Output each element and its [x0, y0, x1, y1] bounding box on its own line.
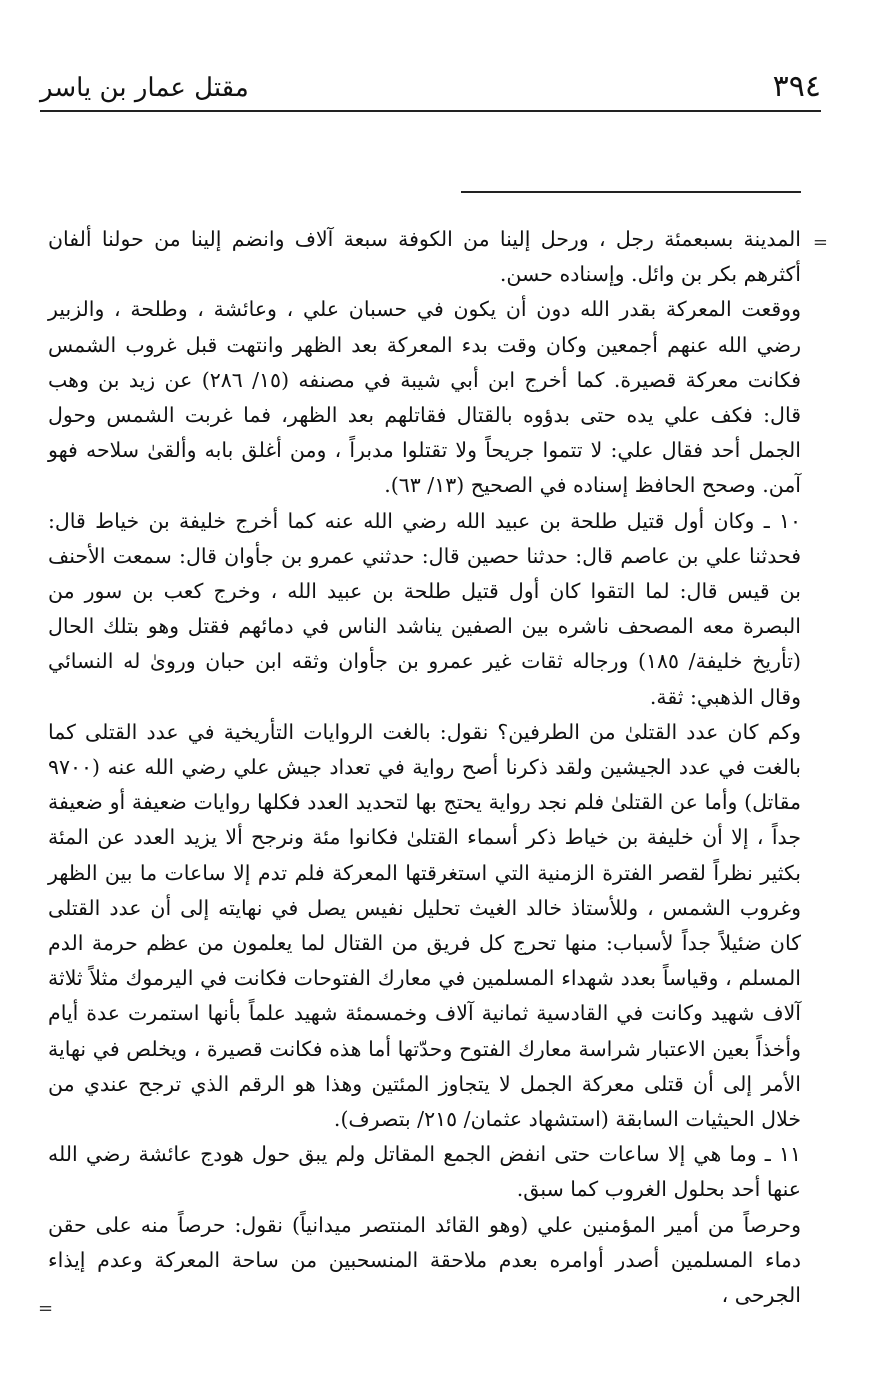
running-header — [40, 70, 821, 112]
continuation-mark-bottom: = — [38, 1298, 54, 1319]
paragraph-3: ١٠ ـ وكان أول قتيل طلحة بن عبيد الله رضي الله عنه كما أخرج خليفة بن خياط قال: فحدثنا علي بن عاصم قال: حدثنا حصين قال: حدثني عمرو بن جأوان قال: سمعت الأحنف بن قيس قال: لما التقوا كان أول قتيل طلحة بن عبيد الله ، وخرج كعب بن سور من البصرة معه المصحف ناشره بين الصفين يناشد الناس في دمائهم فقتل وهو بتلك الحال (تأريخ خليفة/ ١٨٥) ورجاله ثقات غير عمرو بن جأوان وثقه ابن حبان وروىٰ له النسائي وقال الذهبي: ثقة. — [48, 508, 801, 709]
paragraph-1: المدينة بسبعمئة رجل ، ورحل إلينا من الكوفة سبعة آلاف وانضم إلينا من حولنا ألفان أكثرهم بكر بن وائل. وإسناده حسن. — [48, 227, 801, 287]
paragraph-2: ووقعت المعركة بقدر الله دون أن يكون في حسبان علي ، وعائشة ، وطلحة ، والزبير رضي الله عنهم أجمعين وكان وقت بدء المعركة بعد الظهر وانتهت قبل غروب الشمس فكانت معركة قصيرة. كما أخرج ابن أبي شيبة في مصنفه (١٥/ ٢٨٦) عن زيد بن وهب قال: فكف علي يده حتى بدؤوه بالقتال فقاتلهم بعد الظهر، فما غربت الشمس وحول الجمل أحد فقال علي: لا تتموا جريحاً ولا تقتلوا مدبراً ، ومن أغلق بابه وألقىٰ سلاحه فهو آمن. وصحح الحافظ إسناده في الصحيح (١٣/ ٦٣). — [48, 297, 801, 498]
continuation-mark-top: = — [812, 232, 828, 253]
paragraph-5: ١١ ـ وما هي إلا ساعات حتى انفض الجمع المقاتل ولم يبق حول هودج عائشة رضي الله عنها أحد بحلول الغروب كما سبق. — [48, 1142, 801, 1202]
footnote-separator — [461, 191, 801, 193]
paragraph-6: وحرصاً من أمير المؤمنين علي (وهو القائد المنتصر ميدانياً) نقول: حرصاً منه على حقن دماء المسلمين أصدر أوامره بعدم ملاحقة المنسحبين من ساحة المعركة وعدم إيذاء الجرحى ، — [48, 1212, 801, 1308]
paragraph-4: وكم كان عدد القتلىٰ من الطرفين؟ نقول: بالغت الروايات التأريخية في عدد القتلى كما بالغت في عدد الجيشين ولقد ذكرنا أصح رواية في تعداد جيش علي رضي الله عنه (٩٧٠٠ مقاتل) وأما عن القتلىٰ فلم نجد رواية يحتج بها لتحديد العدد فكلها روايات ضعيفة أو ضعيفة جداً ، إلا أن خليفة بن خياط ذكر أسماء القتلىٰ فكانوا مئة ونرجح ألا يزيد العدد عن المئة بكثير نظراً لقصر الفترة الزمنية التي استغرقتها المعركة فلم تدم إلا ساعات ما بين الظهر وغروب الشمس ، وللأستاذ خالد الغيث تحليل نفيس يصل في نهايته إلى أن عدد القتلى كان ضئيلاً جداً لأسباب: منها تحرج كل فريق من القتال لما يعلمون من عظم حرمة الدم المسلم ، وقياساً بعدد شهداء المسلمين في معارك الفتوحات فكانت في اليرموك مثلاً ثلاثة آلاف شهيد وكانت في القادسية ثمانية آلاف وخمسمئة شهيد علماً بأنها استمرت عدة أيام وأخذاً بعين الاعتبار شراسة معارك الفتوح وحدّتها أما هذه فكانت قصيرة ، ويخلص في نهاية الأمر إلى أن قتلى معركة الجمل لا يتجاوز المئتين وهذا هو الرقم الذي ترجح عندي من خلال الحيثيات السابقة (استشهاد عثمان/ ٢١٥/ بتصرف). — [48, 719, 801, 1132]
book-title: مقتل عمار بن ياسر — [40, 73, 249, 103]
footnote-body — [48, 222, 801, 1313]
page-number: ٣٩٤ — [772, 69, 821, 104]
